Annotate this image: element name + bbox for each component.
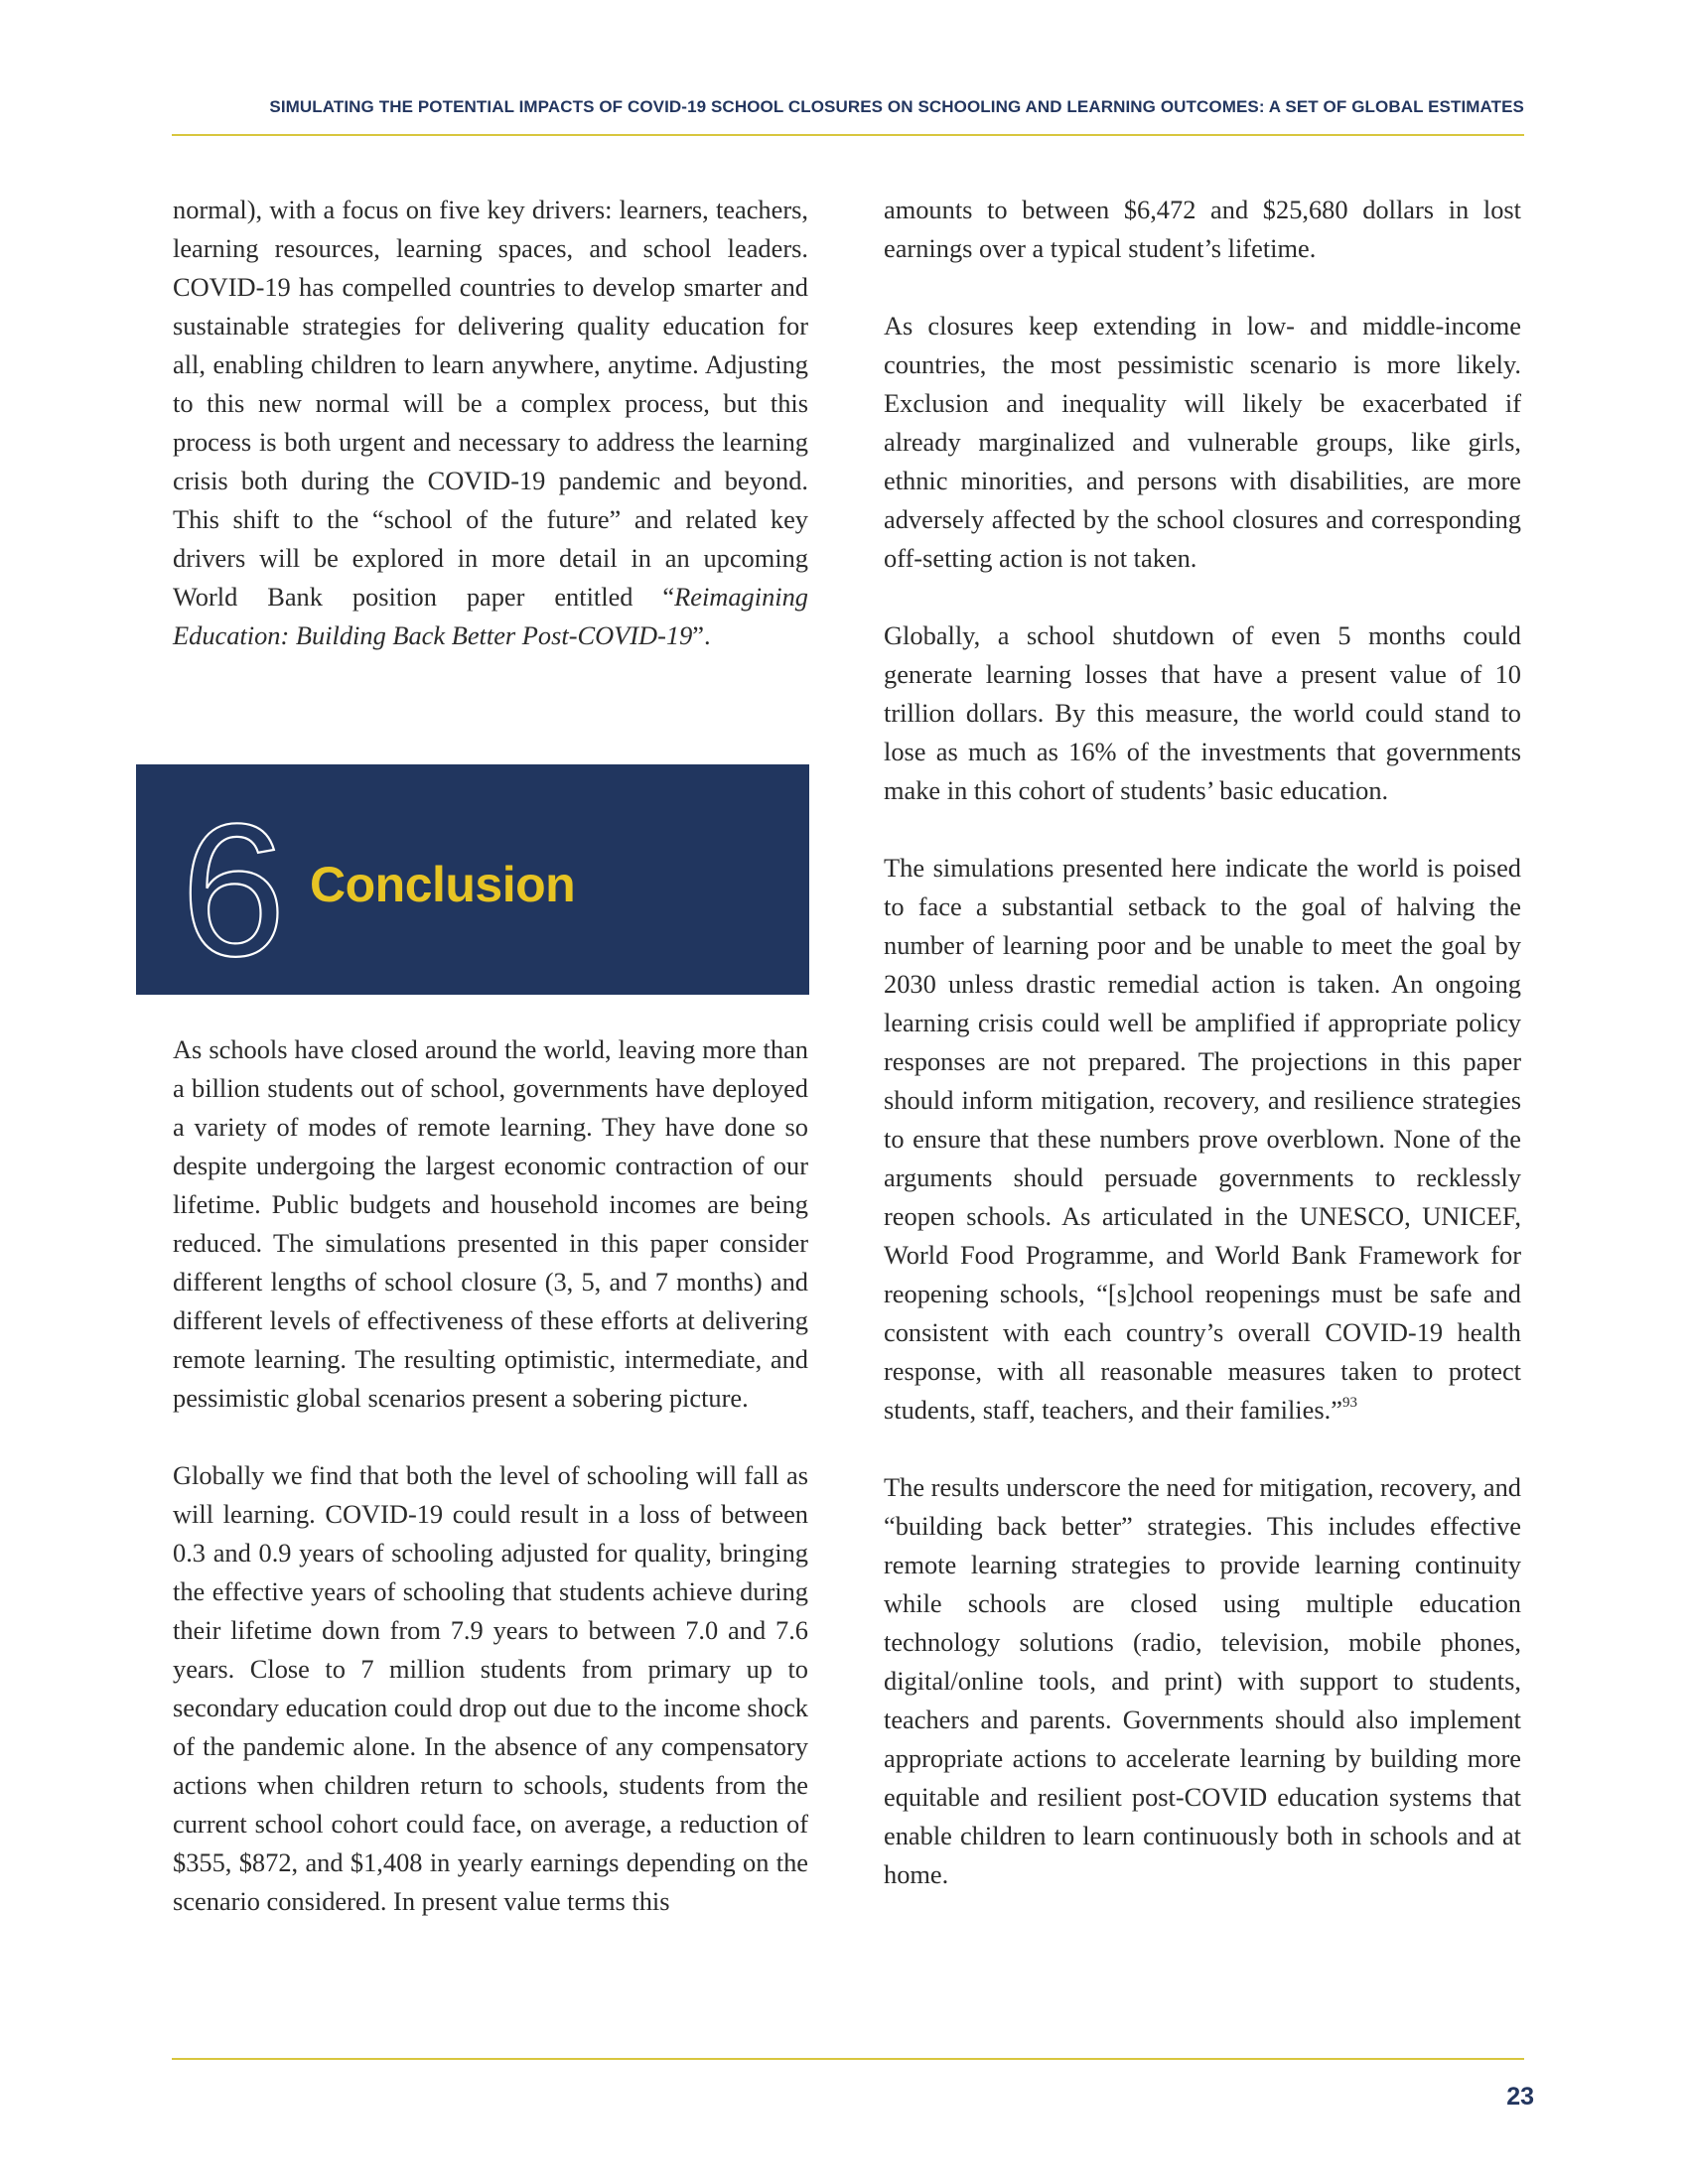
paragraph-closing: ”. bbox=[692, 620, 711, 650]
body-paragraph bbox=[884, 849, 1521, 1430]
section-number-outline bbox=[174, 784, 293, 973]
section-title: Conclusion bbox=[310, 857, 576, 912]
section-number: 6 bbox=[181, 785, 286, 973]
paragraph-text: The simulations presented here indicate the world is poised to face a substantial setback to the goal of halving the number of learning poor and be unable to meet the goal by 2030 unless drastic remedial action is taken. An ongoing learning crisis could well be amplified if appropriate policy responses are not prepared. The projections in this paper should inform mitigation, recovery, and resilience strategies to ensure that these numbers prove overblown. None of the arguments should persuade governments to recklessly reopen schools. As articulated in the UNESCO, UNICEF, World Food Programme, and World Bank Framework for reopening schools, “[s]chool reopenings must be safe and consistent with each country’s overall COVID-19 health response, with all reasonable measures taken to protect students, staff, teachers, and their families.” bbox=[884, 853, 1521, 1425]
footer-rule bbox=[172, 2058, 1524, 2060]
running-header: SIMULATING THE POTENTIAL IMPACTS OF COVID-19 SCHOOL CLOSURES ON SCHOOLING AND LEARNING OUTCOMES: A SET OF GLOBAL ESTIMATES bbox=[269, 97, 1524, 116]
body-paragraph: Globally we find that both the level of schooling will fall as will learning. COVID-19 could result in a loss of between 0.3 and 0.9 years of schooling adjusted for quality, bringing the effective years of schooling that students achieve during their lifetime down from 7.9 years to between 7.0 and 7.6 years. Close to 7 million students from primary up to secondary education could drop out due to the income shock of the pandemic alone. In the absence of any compensatory actions when children return to schools, students from the current school cohort could face, on average, a reduction of $355, $872, and $1,408 in yearly earnings depending on the scenario considered. In present value terms this bbox=[173, 1460, 808, 1916]
body-paragraph: Globally, a school shutdown of even 5 months could generate learning losses that have a present value of 10 trillion dollars. By this measure, the world could stand to lose as much as 16% of the investments that governments make in this cohort of students’ basic education. bbox=[884, 620, 1521, 805]
body-paragraph bbox=[173, 191, 808, 655]
paragraph-text: normal), with a focus on five key drivers: learners, teachers, learning resources, learning spaces, and school leaders. COVID-19 has compelled countries to develop smarter and sustainable strategies for delivering quality education for all, enabling children to learn anywhere, anytime. Adjusting to this new normal will be a complex process, but this process is both urgent and necessary to address the learning crisis both during the COVID-19 pandemic and beyond. This shift to the “school of the future” and related key drivers will be explored in more detail in an upcoming World Bank position paper entitled “ bbox=[173, 195, 808, 612]
left-column-top bbox=[173, 191, 808, 655]
paper-title-italic: Reimagining Education: Building Back Better Post-COVID-19 bbox=[173, 582, 808, 650]
body-paragraph: As schools have closed around the world, leaving more than a billion students out of school, governments have deployed a variety of modes of remote learning. They have done so despite undergoing the largest economic contraction of our lifetime. Public budgets and household incomes are being reduced. The simulations presented in this paper consider different lengths of school closure (3, 5, and 7 months) and different levels of effectiveness of these efforts at delivering remote learning. The resulting optimistic, intermediate, and pessimistic global scenarios present a sobering picture. bbox=[173, 1034, 808, 1413]
section-banner bbox=[136, 764, 809, 995]
body-paragraph: amounts to between $6,472 and $25,680 dollars in lost earnings over a typical student’s lifetime. bbox=[884, 195, 1521, 263]
header-rule bbox=[172, 134, 1524, 136]
footnote-reference: 93 bbox=[1341, 1395, 1357, 1411]
page-number: 23 bbox=[1506, 2083, 1534, 2111]
body-paragraph: The results underscore the need for mitigation, recovery, and “building back better” strategies. This includes effective remote learning strategies to provide learning continuity while schools are closed using multiple education technology solutions (radio, television, mobile phones, digital/online tools, and print) with support to students, teachers and parents. Governments should also implement appropriate actions to accelerate learning by building more equitable and resilient post-COVID education systems that enable children to learn continuously both in schools and at home. bbox=[884, 1472, 1521, 1889]
right-column bbox=[884, 191, 1521, 1894]
left-column-conclusion bbox=[173, 1030, 808, 1921]
body-paragraph: As closures keep extending in low- and middle-income countries, the most pessimistic scenario is more likely. Exclusion and inequality will likely be exacerbated if already marginalized and vulnerable groups, like girls, ethnic minorities, and persons with disabilities, are more adversely affected by the school closures and corresponding off-setting action is not taken. bbox=[884, 311, 1521, 573]
